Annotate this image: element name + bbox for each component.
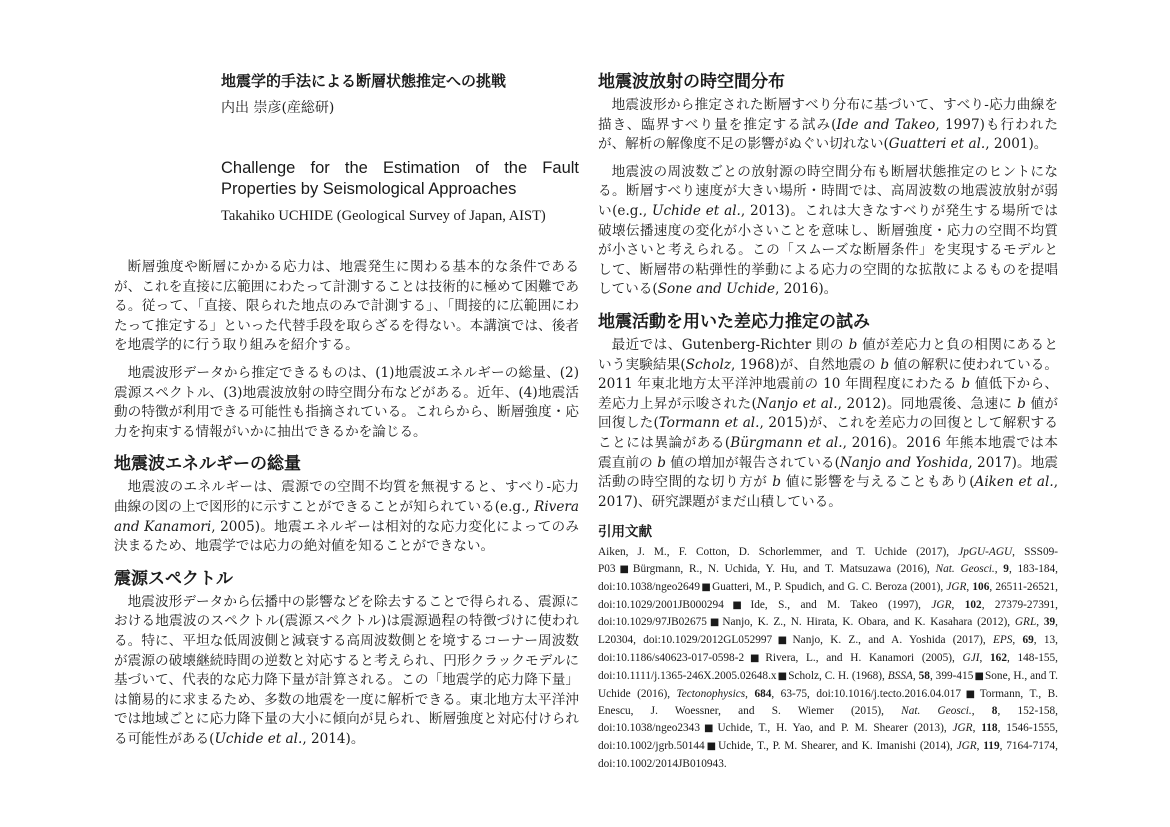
energy-paragraph: 地震波のエネルギーは、震源での空間不均質を無視すると、すべり-応力曲線の図の上で図形的に示すことができることが知られている(e.g., Rivera and Kanamori, 2005)。地震エネルギーは相対的な応力変化によってのみ決まるため、地震学では応力の絶対値を知ることができない。 xyxy=(114,479,579,555)
intro-paragraph-1: 断層強度や断層にかかる応力は、地震発生に関わる基本的な条件であるが、これを直接に広範囲にわたって計測することは技術的に極めて困難である。従って、「直接、限られた地点のみで計測する」、「間接的に広範囲にわたって推定する」といった代替手段を取らざるを得ない。本講演では、後者を地震学的に行う取り組みを紹介する。 xyxy=(114,259,579,354)
reference-separator: ■ xyxy=(773,635,792,647)
reference-separator: ■ xyxy=(745,653,765,665)
reference-item: Sone, H., and T. Uchide (2016), Tectonophysics, 684, 63-75, doi:10.1016/j.tecto.2016.04.017 xyxy=(598,669,1058,700)
reference-item: Uchide, T., H. Yao, and P. M. Shearer (2013), JGR, 118, 1546-1555, doi:10.1002/jgrb.50144 xyxy=(598,722,1059,753)
reference-item: Tormann, T., B. Enescu, J. Woessner, and S. Wiemer (2015), Nat. Geosci., 8, 152-158, doi:10.1038/ngeo2343 xyxy=(598,687,1058,735)
references-heading: 引用文献 xyxy=(598,524,652,541)
author-japanese: 内出 崇彦(産総研) xyxy=(221,100,335,116)
paper-title-english: Challenge for the Estimation of the Fault Properties by Seismological Approaches xyxy=(221,159,579,198)
reference-separator: ■ xyxy=(700,581,712,593)
references-list xyxy=(598,544,1058,772)
reference-item: Nanjo, K. Z., N. Hirata, K. Obara, and K. Kasahara (2012), GRL, 39, L20304, doi:10.1029/2012GL052997 xyxy=(598,616,1058,647)
reference-item: Guatteri, M., P. Spudich, and G. C. Beroza (2001), JGR, 106, 26511-26521, doi:10.1029/2001JB000294 xyxy=(598,580,1058,611)
source-spectrum-paragraph: 地震波形データから伝播中の影響などを除去することで得られる、震源における地震波のスペクトル(震源スペクトル)は震源過程の特徴づけに使われる。特に、平坦な低周波側と減衰する高周波数側とを境するコーナー周波数が震源の破壊継続時間の逆数と対応すると考えられ、円形クラックモデルに基づいて、代表的な応力降下量が計算される。この「地震学的応力降下量」は簡易的に求まるため、多数の地震を一度に解析できる。東北地方太平洋沖では地域ごとに応力降下量の大小に傾向が見られ、断層強度と対応付けられる可能性がある(Uchide et al., 2014)。 xyxy=(114,593,579,747)
radiation-paragraph-2: 地震波の周波数ごとの放射源の時空間分布も断層状態推定のヒントになる。断層すべり速度が大きい場所・時間では、高周波数の地震波放射が弱い(e.g., Uchide et al., 2013)。これは大きなすべりが発生する場所では破壊伝播速度の変化が小さいことを意味し、断層強度・応力の空間不均質が小さいと考えられる。この「スムーズな断層条件」を実現するモデルとして、断層帯の粘弾性的挙動による応力の空間的な拡散によるものを提唱している(Sone and Uchide, 2016)。 xyxy=(598,163,1058,298)
section-heading-source-spectrum: 震源スペクトル xyxy=(114,568,233,589)
reference-item: Rivera, L., and H. Kanamori (2005), GJI, 162, 148-155, doi:10.1111/j.1365-246X.2005.02648.x xyxy=(598,652,1058,682)
reference-separator: ■ xyxy=(616,564,632,576)
section-heading-radiation: 地震波放射の時空間分布 xyxy=(598,72,785,92)
paper-title-japanese: 地震学的手法による断層状態推定への挑戦 xyxy=(221,72,507,90)
reference-separator: ■ xyxy=(777,670,788,682)
reference-separator: ■ xyxy=(705,741,718,753)
section-heading-energy: 地震波エネルギーの総量 xyxy=(114,454,301,475)
reference-item: Aiken, J. M., F. Cotton, D. Schorlemmer, and T. Uchide (2017), JpGU-AGU, SSS09-P03 xyxy=(598,546,1059,576)
intro-paragraph-2: 地震波形データから推定できるものは、(1)地震波エネルギーの総量、(2)震源スペクトル、(3)地震波放射の時空間分布などがある。近年、(4)地震活動の特徴が利用できる可能性も指摘されている。これらから、断層強度・応力を拘束する情報がいかに抽出できるかを論じる。 xyxy=(114,364,579,440)
reference-item: Uchide, T., P. M. Shearer, and K. Imanishi (2014), JGR, 119, 7164-7174, doi:10.1002/2014JB010943. xyxy=(598,740,1058,770)
reference-item: Nanjo, K. Z., and A. Yoshida (2017), EPS, 69, 13, doi:10.1186/s40623-017-0598-2 xyxy=(598,634,1058,665)
reference-separator: ■ xyxy=(724,599,750,611)
reference-item: Bürgmann, R., N. Uchida, Y. Hu, and T. Matsuzawa (2016), Nat. Geosci., 9, 183-184, doi:10.1038/ngeo2649 xyxy=(598,563,1058,593)
right-column xyxy=(598,70,1058,773)
seismicity-paragraph: 最近では、Gutenberg-Richter 則の b 値が差応力と負の相関にあるという実験結果(Scholz, 1968)が、自然地震の b 値の解釈に使われている。2011 年東北地方太平洋沖地震前の 10 年間程度にわたる b 値低下から、差応力上昇が示唆された(Nanjo et al., 2012)。同地震後、急速に b 値が回復した(Tormann et al., 2015)が、これを差応力の回復として解釈することには異論がある(Bürgmann et al., 2016)。2016 年熊本地震では本震直前の b 値の増加が報告されている(Nanjo and Yoshida, 2017)。地震活動の時空間的な切り方が b 値に影響を与えることもあり(Aiken et al., 2017)、研究課題がまだ山積している。 xyxy=(598,336,1059,510)
reference-item: Ide, S., and M. Takeo (1997), JGR, 102, 27379-27391, doi:10.1029/97JB02675 xyxy=(598,598,1058,629)
author-english: Takahiko UCHIDE (Geological Survey of Japan, AIST) xyxy=(221,208,546,224)
reference-separator: ■ xyxy=(707,617,722,629)
reference-item: Scholz, C. H. (1968), BSSA, 58, 399-415 xyxy=(788,669,974,682)
reference-separator: ■ xyxy=(700,723,717,735)
radiation-paragraph-1: 地震波形から推定された断層すべり分布に基づいて、すべり-応力曲線を描き、臨界すべり量を推定する試み(Ide and Takeo, 1997)も行われたが、解析の解像度不足の影響がぬぐい切れない(Guatteri et al., 2001)。 xyxy=(598,97,1058,153)
reference-separator: ■ xyxy=(962,688,979,700)
reference-separator: ■ xyxy=(974,670,984,682)
section-heading-seismicity: 地震活動を用いた差応力推定の試み xyxy=(598,311,870,332)
left-column xyxy=(114,70,579,749)
